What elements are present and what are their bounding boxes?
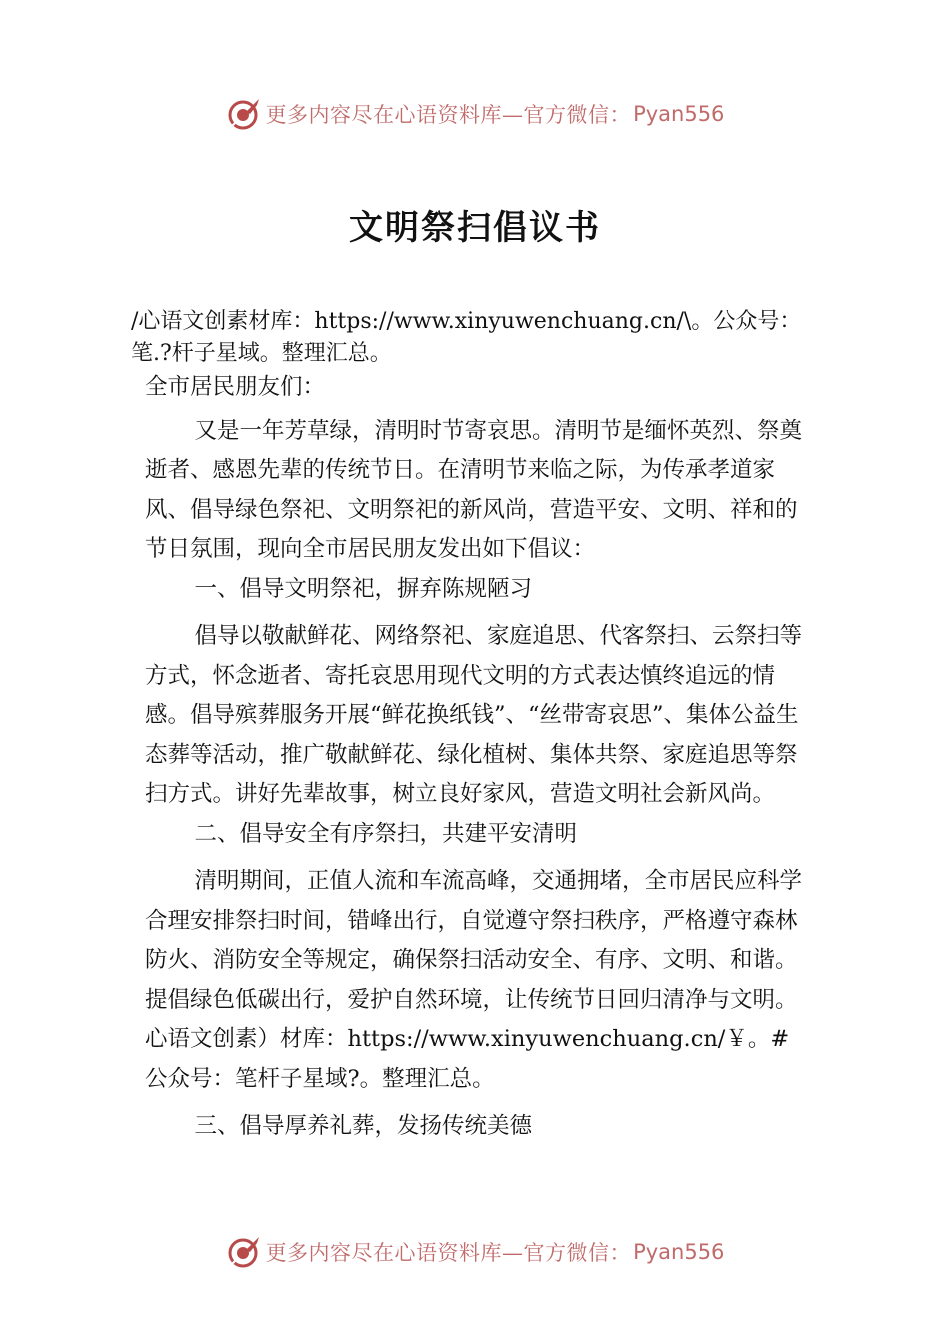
document-body [145, 368, 810, 1147]
quill-seal-icon [226, 1234, 262, 1270]
document-title: 文明祭扫倡议书 [349, 208, 601, 248]
banner-text: 更多内容尽在心语资料库—官方微信： [265, 1241, 632, 1265]
footer-banner [0, 1230, 950, 1274]
watermark-line: /心语文创素材库：https://www.xinyuwenchuang.cn/\。公众号：笔.?杆子星域。整理汇总。 [131, 309, 802, 366]
banner-wechat-id: Pyan556 [633, 1240, 725, 1264]
banner-text: 更多内容尽在心语资料库—官方微信： [265, 103, 632, 127]
section-2-heading: 二、倡导安全有序祭扫，共建平安清明 [194, 820, 578, 847]
salutation: 全市居民朋友们： [145, 374, 326, 400]
header-banner [0, 92, 950, 136]
section-2-body: 清明期间，正值人流和车流高峰，交通拥堵，全市居民应科学合理安排祭扫时间，错峰出行，自觉遵守祭扫秩序，严格遵守森林防火、消防安全等规定，确保祭扫活动安全、有序、文明、和谐。提倡绿色低碳出行，爱护自然环境，让传统节日回归清净与文明。心语文创素）材库：https://www.xinyuwenchuang.cn/￥。#公众号：笔杆子星域?。整理汇总。 [145, 868, 803, 1092]
intro-paragraph: 又是一年芳草绿，清明时节寄哀思。清明节是缅怀英烈、祭奠逝者、感恩先辈的传统节日。在清明节来临之际，为传承孝道家风、倡导绿色祭祀、文明祭祀的新风尚，营造平安、文明、祥和的节日氛围，现向全市居民朋友发出如下倡议： [145, 417, 803, 562]
section-1-body: 倡导以敬献鲜花、网络祭祀、家庭追思、代客祭扫、云祭扫等方式，怀念逝者、寄托哀思用现代文明的方式表达慎终追远的情感。倡导殡葬服务开展“鲜花换纸钱”、“丝带寄哀思”、集体公益生态葬等活动，推广敬献鲜花、绿化植树、集体共祭、家庭追思等祭扫方式。讲好先辈故事，树立良好家风，营造文明社会新风尚。 [145, 623, 803, 807]
banner-wechat-id: Pyan556 [633, 102, 725, 126]
section-1-heading: 一、倡导文明祭祀，摒弃陈规陋习 [194, 575, 533, 602]
quill-seal-icon [226, 96, 262, 132]
section-3-heading: 三、倡导厚养礼葬，发扬传统美德 [194, 1113, 533, 1139]
